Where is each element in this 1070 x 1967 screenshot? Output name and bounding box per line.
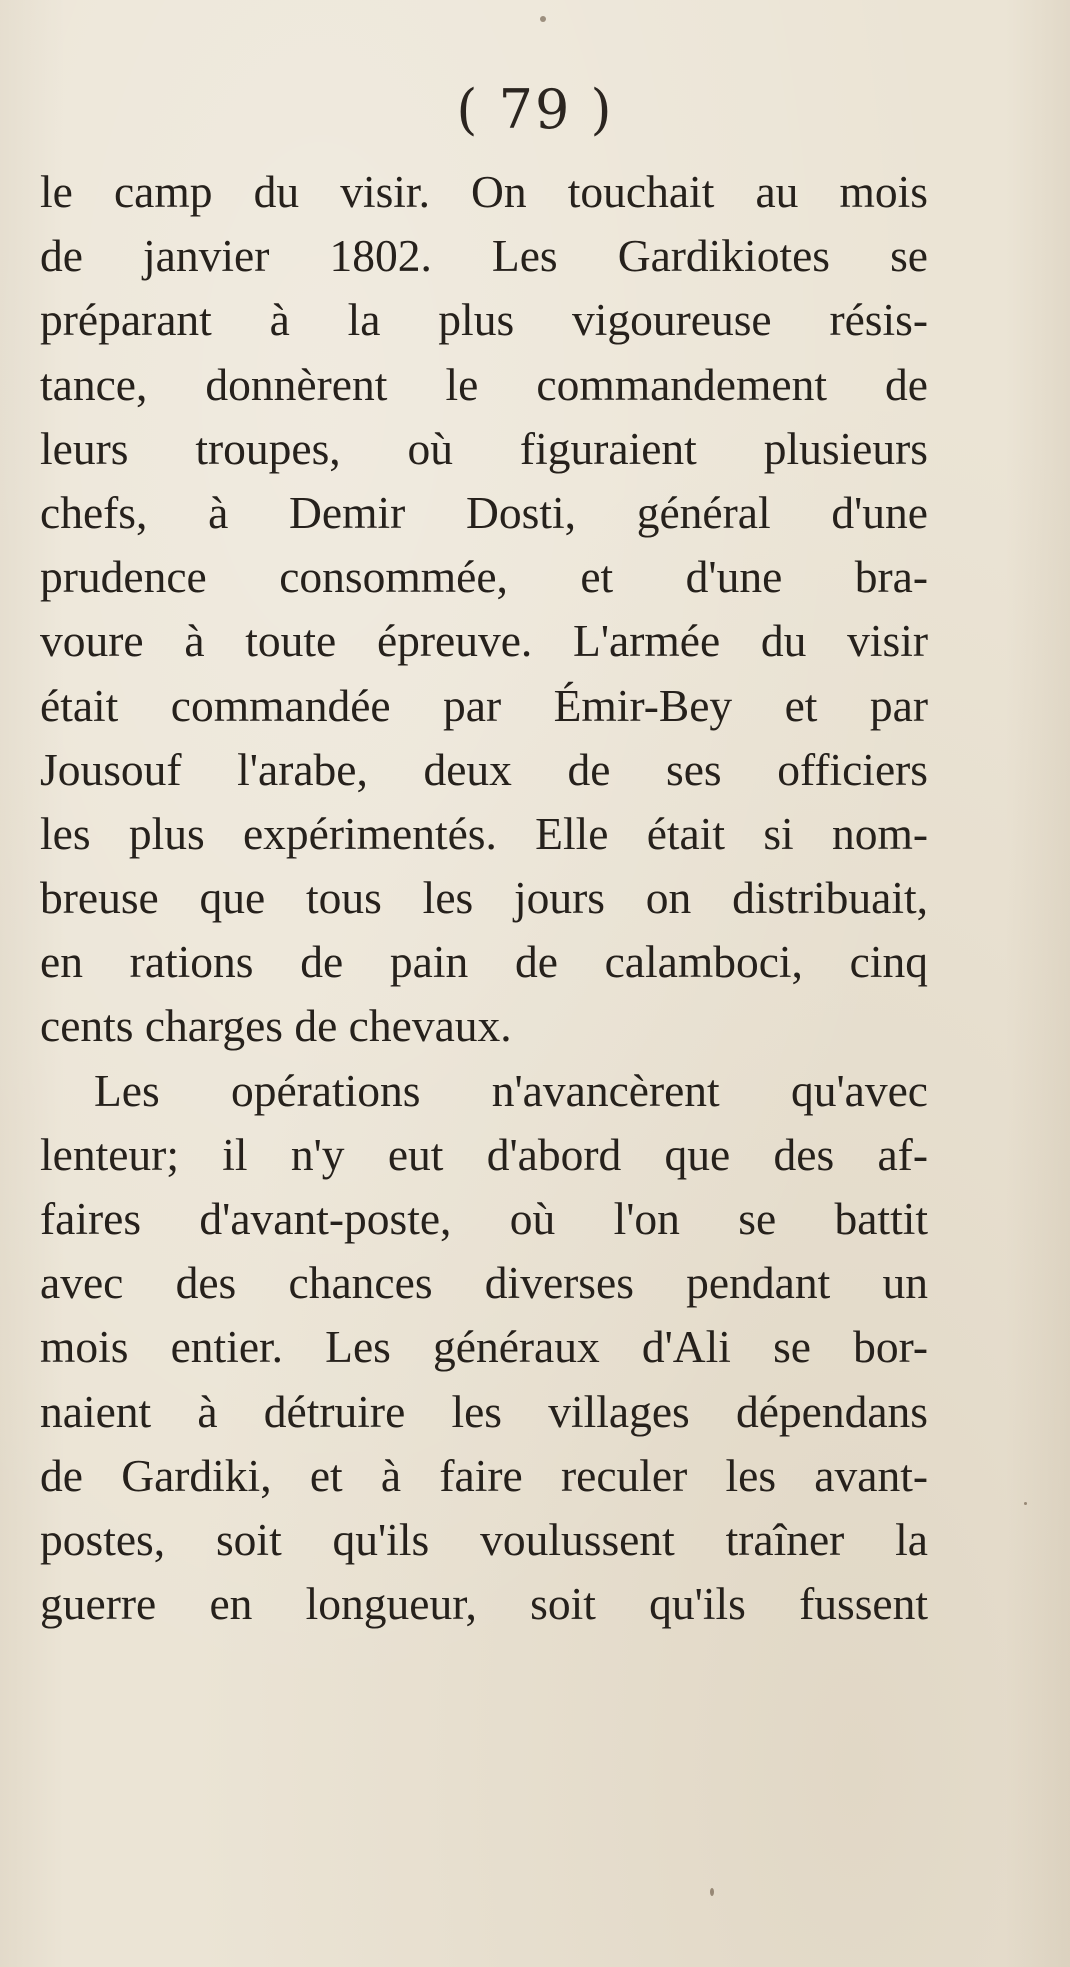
ink-speck [540,16,546,22]
paragraph-1 [40,160,928,1059]
text-line: chefs, à Demir Dosti, général d'une [40,486,928,538]
page-body-text [40,160,928,1636]
text-line: breuse que tous les jours on distribuait, [40,872,928,924]
text-line: prudence consommée, et d'une bra- [40,551,928,603]
text-line: était commandée par Émir-Bey et par [40,679,928,731]
text-line: le camp du visir. On touchait au mois [40,166,928,217]
ink-speck [710,1888,714,1896]
text-line: de janvier 1802. Les Gardikiotes se [40,230,928,282]
text-line: postes, soit qu'ils voulussent traîner la [40,1513,928,1565]
text-line: Jousouf l'arabe, deux de ses officiers [40,743,928,795]
ink-speck [1024,1502,1027,1505]
text-line: cents charges de chevaux. [40,1000,512,1052]
text-line: voure à toute épreuve. L'armée du visir [40,615,928,667]
text-line: avec des chances diverses pendant un [40,1257,928,1309]
text-line: guerre en longueur, soit qu'ils fussent [40,1578,928,1630]
text-line: préparant à la plus vigoureuse résis- [40,294,928,346]
text-line: de Gardiki, et à faire reculer les avant- [40,1449,928,1501]
page-number: ( 79 ) [456,78,614,141]
text-line: tance, donnèrent le commandement de [40,358,928,410]
text-line: en rations de pain de calamboci, cinq [40,936,928,988]
text-line: faires d'avant-poste, où l'on se battit [40,1193,928,1244]
text-line: lenteur; il n'y eut d'abord que des af- [40,1128,928,1180]
text-line: les plus expérimentés. Elle était si nom- [40,807,928,859]
text-line: naient à détruire les villages dépendans [40,1385,928,1437]
paragraph-2 [40,1059,928,1637]
text-line: leurs troupes, où figuraient plusieurs [40,422,928,474]
text-line: Les opérations n'avancèrent qu'avec [94,1064,928,1116]
text-line: mois entier. Les généraux d'Ali se bor- [40,1321,928,1373]
